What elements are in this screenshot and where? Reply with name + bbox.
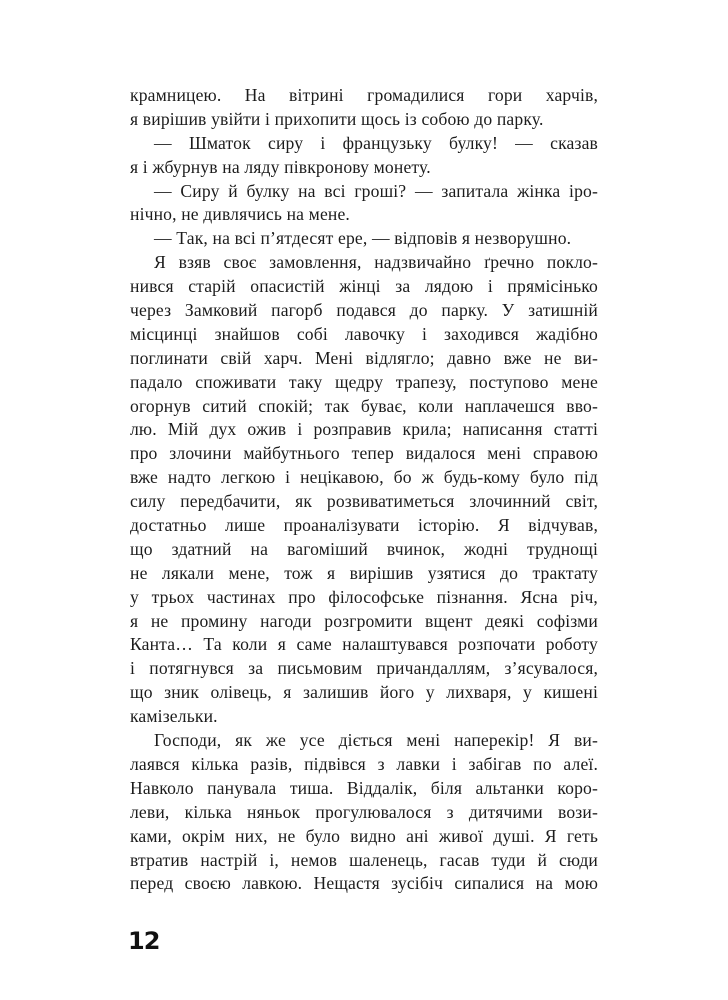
text-line: леви, кілька няньок прогулювалося з дитячими вози- (130, 801, 598, 822)
text-line: нився старій опасистій жінці за лядою і прямісінько (130, 276, 598, 297)
text-line: Навколо панувала тиша. Віддалік, біля альтанки коро- (130, 777, 598, 798)
text-line: Господи, як же усе діється мені наперекір! Я ви- (154, 730, 598, 751)
text-line: вже надто легкою і нецікавою, бо ж будь-кому було під (130, 467, 598, 488)
text-line: огорнув ситий спокій; так буває, коли наплачешся вво- (130, 395, 598, 416)
paragraph (130, 227, 598, 251)
text-line: нічно, не дивлячись на мене. (130, 204, 350, 225)
page-number: 12 (128, 927, 160, 955)
text-line: я не промину нагоди розгромити вщент деякі софізми (130, 610, 598, 631)
book-page-text (130, 84, 598, 896)
paragraph (130, 251, 598, 729)
text-line: — Сиру й булку на всі гроші? — запитала жінка іро- (154, 180, 598, 201)
text-line: лаявся кілька разів, підвівся з лавки і забігав по алеї. (130, 753, 598, 774)
text-line: Канта… Та коли я саме налаштувався розпочати роботу (130, 634, 598, 655)
text-line: через Замковий пагорб подався до парку. У затишній (130, 300, 598, 321)
text-line: поглинати свій харч. Мені відлягло; давно вже не ви- (130, 347, 598, 368)
text-line: у трьох частинах про філософське пізнання. Ясна річ, (130, 586, 598, 607)
text-line: достатньо лише проаналізувати історію. Я відчував, (130, 515, 598, 536)
text-line: не лякали мене, тож я вирішив узятися до трактату (130, 562, 598, 583)
text-line: перед своєю лавкою. Нещастя зусібіч сипалися на мою (130, 873, 598, 894)
text-line: і потягнувся за письмовим причандаллям, з’ясувалося, (130, 658, 598, 679)
text-line: про злочини майбутнього тепер видалося мені справою (130, 443, 598, 464)
text-line: лю. Мій дух ожив і розправив крила; написання статті (130, 419, 598, 440)
paragraph (130, 180, 598, 228)
text-line: — Шматок сиру і французьку булку! — сказав (154, 132, 598, 153)
paragraph (130, 132, 598, 180)
text-line: ками, окрім них, не було видно ані живої душі. Я геть (130, 825, 598, 846)
text-line: я і жбурнув на ляду півкронову монету. (130, 156, 431, 177)
text-line: що зник олівець, я залишив його у лихваря, у кишені (130, 682, 598, 703)
paragraph (130, 84, 598, 132)
text-line: Я взяв своє замовлення, надзвичайно ґречно покло- (154, 252, 598, 273)
text-line: я вирішив увійти і прихопити щось із собою до парку. (130, 108, 544, 129)
text-line: падало споживати таку щедру трапезу, поступово мене (130, 371, 598, 392)
text-line: місцинці знайшов собі лавочку і заходився жадібно (130, 323, 598, 344)
text-line: — Так, на всі п’ятдесят ере, — відповів я незворушно. (154, 228, 572, 249)
paragraph (130, 729, 598, 896)
text-line: що здатний на вагоміший вчинок, жодні труднощі (130, 538, 598, 559)
text-line: крамницею. На вітрині громадилися гори харчів, (130, 85, 598, 105)
text-line: камізельки. (130, 706, 218, 727)
text-line: силу передбачити, як розвиватиметься злочинний світ, (130, 491, 598, 512)
text-line: втратив настрій і, немов шаленець, гасав туди й сюди (130, 849, 598, 870)
